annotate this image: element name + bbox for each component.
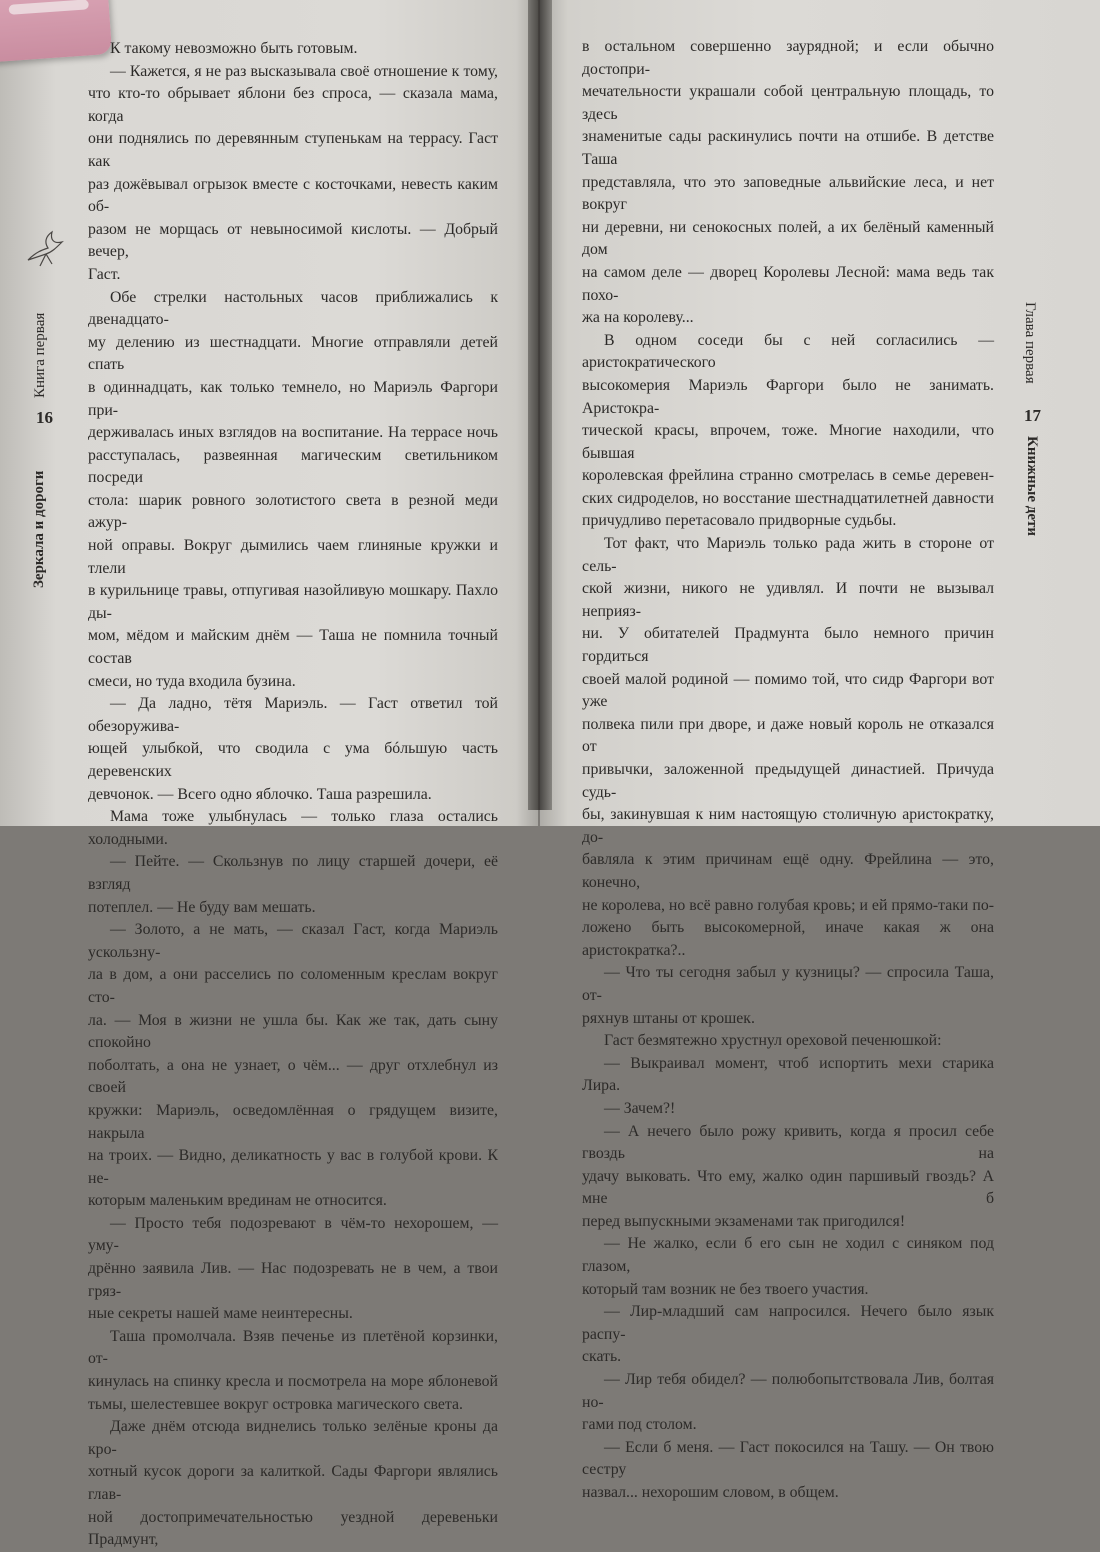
text-line: — Лир тебя обидел? — полюбопытствовала Лив, болтая но- (582, 1371, 994, 1411)
right-running-title: Глава первая (1022, 302, 1038, 384)
text-line: в остальном совершенно заурядной; и если обычно достопри- (582, 38, 994, 78)
text-line: стола: шарик ровного золотистого света в резной меди ажур- (88, 491, 498, 532)
text-line: кружки: Мариэль, осведомлённая о грядущем визите, накрыла (88, 1101, 498, 1142)
text-line: что кто-то обрывает яблони без спроса, — сказала мама, когда (88, 85, 498, 125)
text-line: Гаст безмятежно хрустнул ореховой печенюшкой: (604, 1032, 942, 1050)
text-line: — Что ты сегодня забыл у кузницы? — спросила Таша, от- (582, 964, 994, 1004)
text-line: — А нечего было рожу кривить, когда я просил себе гвоздь на (582, 1122, 994, 1163)
left-book-title: Зеркала и дороги (31, 470, 47, 588)
left-running-title: Книга первая (32, 312, 48, 398)
text-line: Гаст. (88, 265, 121, 283)
text-line: скать. (582, 1348, 622, 1366)
text-line: хотный кусок дороги за калиткой. Сады Фаргори являлись глав- (88, 1463, 498, 1503)
text-line: ни. У обитателей Прадмунта было немного причин гордиться (582, 625, 994, 666)
text-line: в одиннадцать, как только темнело, но Мариэль Фаргори при- (88, 378, 498, 419)
text-line: — Да ладно, тётя Мариэль. — Гаст ответил той обезоружива- (88, 695, 498, 735)
text-line: ные секреты нашей маме неинтересны. (88, 1305, 353, 1323)
text-line: — Если б меня. — Гаст покосился на Ташу. — Он твою сестру (582, 1438, 994, 1479)
text-line: потеплел. — Не буду вам мешать. (88, 898, 316, 916)
text-line: тьмы, шелестевшее вокруг островка магического света. (88, 1395, 463, 1413)
text-line: перед выпускными экзаменами так пригодился! (582, 1212, 906, 1230)
text-line: мечательности украшали собой центральную площадь, то здесь (582, 83, 994, 123)
text-line: своей малой родиной — помимо той, что сидр Фаргори вот уже (582, 670, 994, 711)
text-line: — Золото, а не мать, — сказал Гаст, когда Мариэль ускользну- (88, 921, 498, 961)
text-line: причудливо перетасовало придворные судьбы. (582, 512, 897, 530)
text-line: ских сидроделов, но восстание шестнадцатилетней давности (582, 489, 994, 507)
text-line: ложено быть высокомерной, иначе какая ж она аристократка?.. (582, 919, 994, 959)
text-line: Мама тоже улыбнулась — только глаза остались холодными. (88, 808, 498, 848)
text-line: ни деревни, ни сенокосных полей, а их белёный каменный дом (582, 218, 994, 259)
text-line: королевская фрейлина странно смотрелась в семье деревен- (582, 467, 994, 485)
text-line: на троих. — Видно, деликатность у вас в голубой крови. К не- (88, 1147, 498, 1187)
text-line: смеси, но туда входила бузина. (88, 672, 296, 690)
text-line: Таша промолчала. Взяв печенье из плетёной корзинки, от- (88, 1327, 498, 1368)
right-page-number: 17 (1024, 406, 1041, 425)
book-gutter (528, 0, 552, 810)
text-line: раз дожёвывал огрызок вместе с косточками, невесть каким об- (88, 175, 498, 216)
left-page-text (88, 38, 498, 1552)
text-line: ряхнув штаны от крошек. (582, 1009, 755, 1027)
text-line: жа на королеву... (582, 309, 694, 327)
text-line: ла. — Моя в жизни не ушла бы. Как же так, дать сыну спокойно (88, 1011, 498, 1052)
text-line: полвека пили при дворе, и даже новый король не отказался от (582, 715, 994, 756)
text-line: не королева, но всё равно голубая кровь; и ей прямо-таки по- (582, 896, 994, 914)
text-line: му делению из шестнадцати. Многие отправляли детей спать (88, 333, 498, 374)
text-line: тической красы, впрочем, тоже. Многие находили, что бывшая (582, 422, 994, 462)
right-margin (1012, 290, 1062, 810)
text-line: — Просто тебя подозревают в чём-то нехорошем, — уму- (88, 1214, 498, 1255)
text-line: ной достопримечательностью уездной деревеньки Прадмунт, (88, 1508, 498, 1549)
text-line: К такому невозможно быть готовым. (110, 40, 358, 57)
text-line: — Не жалко, если б его сын не ходил с синяком под глазом, (582, 1235, 994, 1276)
text-line: гами под столом. (582, 1416, 697, 1434)
text-line: девчонок. — Всего одно яблочко. Таша разрешила. (88, 785, 432, 803)
text-line: держивалась иных взглядов на воспитание. На террасе ночь (88, 424, 498, 442)
text-line: поболтать, а она не узнает, о чём... — друг отхлебнул из своей (88, 1056, 498, 1097)
text-line: привычки, заложенной предыдущей династией. Причуда судь- (582, 761, 994, 801)
text-line: назвал... нехорошим словом, в общем. (582, 1484, 839, 1501)
text-line: знаменитые сады раскинулись почти на отшибе. В детстве Таша (582, 128, 994, 168)
text-line: Даже днём отсюда виднелись только зелёные кроны да кро- (88, 1418, 498, 1458)
text-line: бы, закинувшая к ним настоящую столичную аристократку, до- (582, 806, 994, 846)
left-margin (22, 230, 72, 800)
swallow-icon (26, 230, 66, 270)
text-line: бавляла к этим причинам ещё одну. Фрейлина — это, конечно, (582, 851, 994, 891)
text-line: Тот факт, что Мариэль только рада жить в стороне от сель- (582, 535, 994, 575)
text-line: В одном соседи бы с ней согласились — аристократического (582, 331, 994, 372)
text-line: представляла, что это заповедные альвийские леса, и нет вокруг (582, 173, 994, 214)
text-line: — Зачем?! (604, 1099, 676, 1117)
text-line: удачу выковать. Что ему, жалко один паршивый гвоздь? А мне б (582, 1167, 994, 1208)
text-line: — Кажется, я не раз высказывала своё отношение к тому, (110, 62, 498, 80)
text-line: — Пейте. — Скользнув по лицу старшей дочери, её взгляд (88, 853, 498, 893)
text-line: Обе стрелки настольных часов приближались к двенадцато- (88, 288, 498, 329)
left-page-number: 16 (36, 408, 53, 427)
text-line: мом, мёдом и майским днём — Таша не помнила точный состав (88, 627, 498, 668)
text-line: в курильнице травы, отпугивая назойливую мошкару. Пахло ды- (88, 582, 498, 622)
text-line: кинулась на спинку кресла и посмотрела на море яблоневой (88, 1373, 498, 1391)
text-line: который там возник не без твоего участия. (582, 1280, 869, 1298)
right-chapter-title: Книжные дети (1024, 436, 1040, 537)
text-line: высокомерия Мариэль Фаргори было не занимать. Аристокра- (582, 376, 994, 417)
text-line: расступалась, развеянная магическим светильником посреди (88, 446, 498, 487)
text-line: разом не морщась от невыносимой кислоты. — Добрый вечер, (88, 220, 498, 261)
text-line: дрённо заявила Лив. — Нас подозревать не в чем, а твои гряз- (88, 1260, 498, 1300)
text-line: ной оправы. Вокруг дымились чаем глиняные кружки и тлели (88, 537, 498, 577)
text-line: — Выкраивал момент, чтоб испортить мехи старика Лира. (582, 1054, 994, 1095)
text-line: на самом деле — дворец Королевы Лесной: мама ведь так похо- (582, 263, 994, 304)
text-line: которым маленьким врединам не относится. (88, 1192, 387, 1210)
text-line: ющей улыбкой, что сводила с ума бóльшую часть деревенских (88, 740, 498, 780)
right-page-text (582, 36, 994, 1505)
text-line: ской жизни, никого не удивлял. И почти не вызывал неприяз- (582, 580, 994, 620)
text-line: они поднялись по деревянным ступенькам на террасу. Гаст как (88, 130, 498, 170)
text-line: — Лир-младший сам напросился. Нечего было язык распу- (582, 1303, 994, 1343)
text-line: ла в дом, а они расселись по соломенным креслам вокруг сто- (88, 966, 498, 1006)
